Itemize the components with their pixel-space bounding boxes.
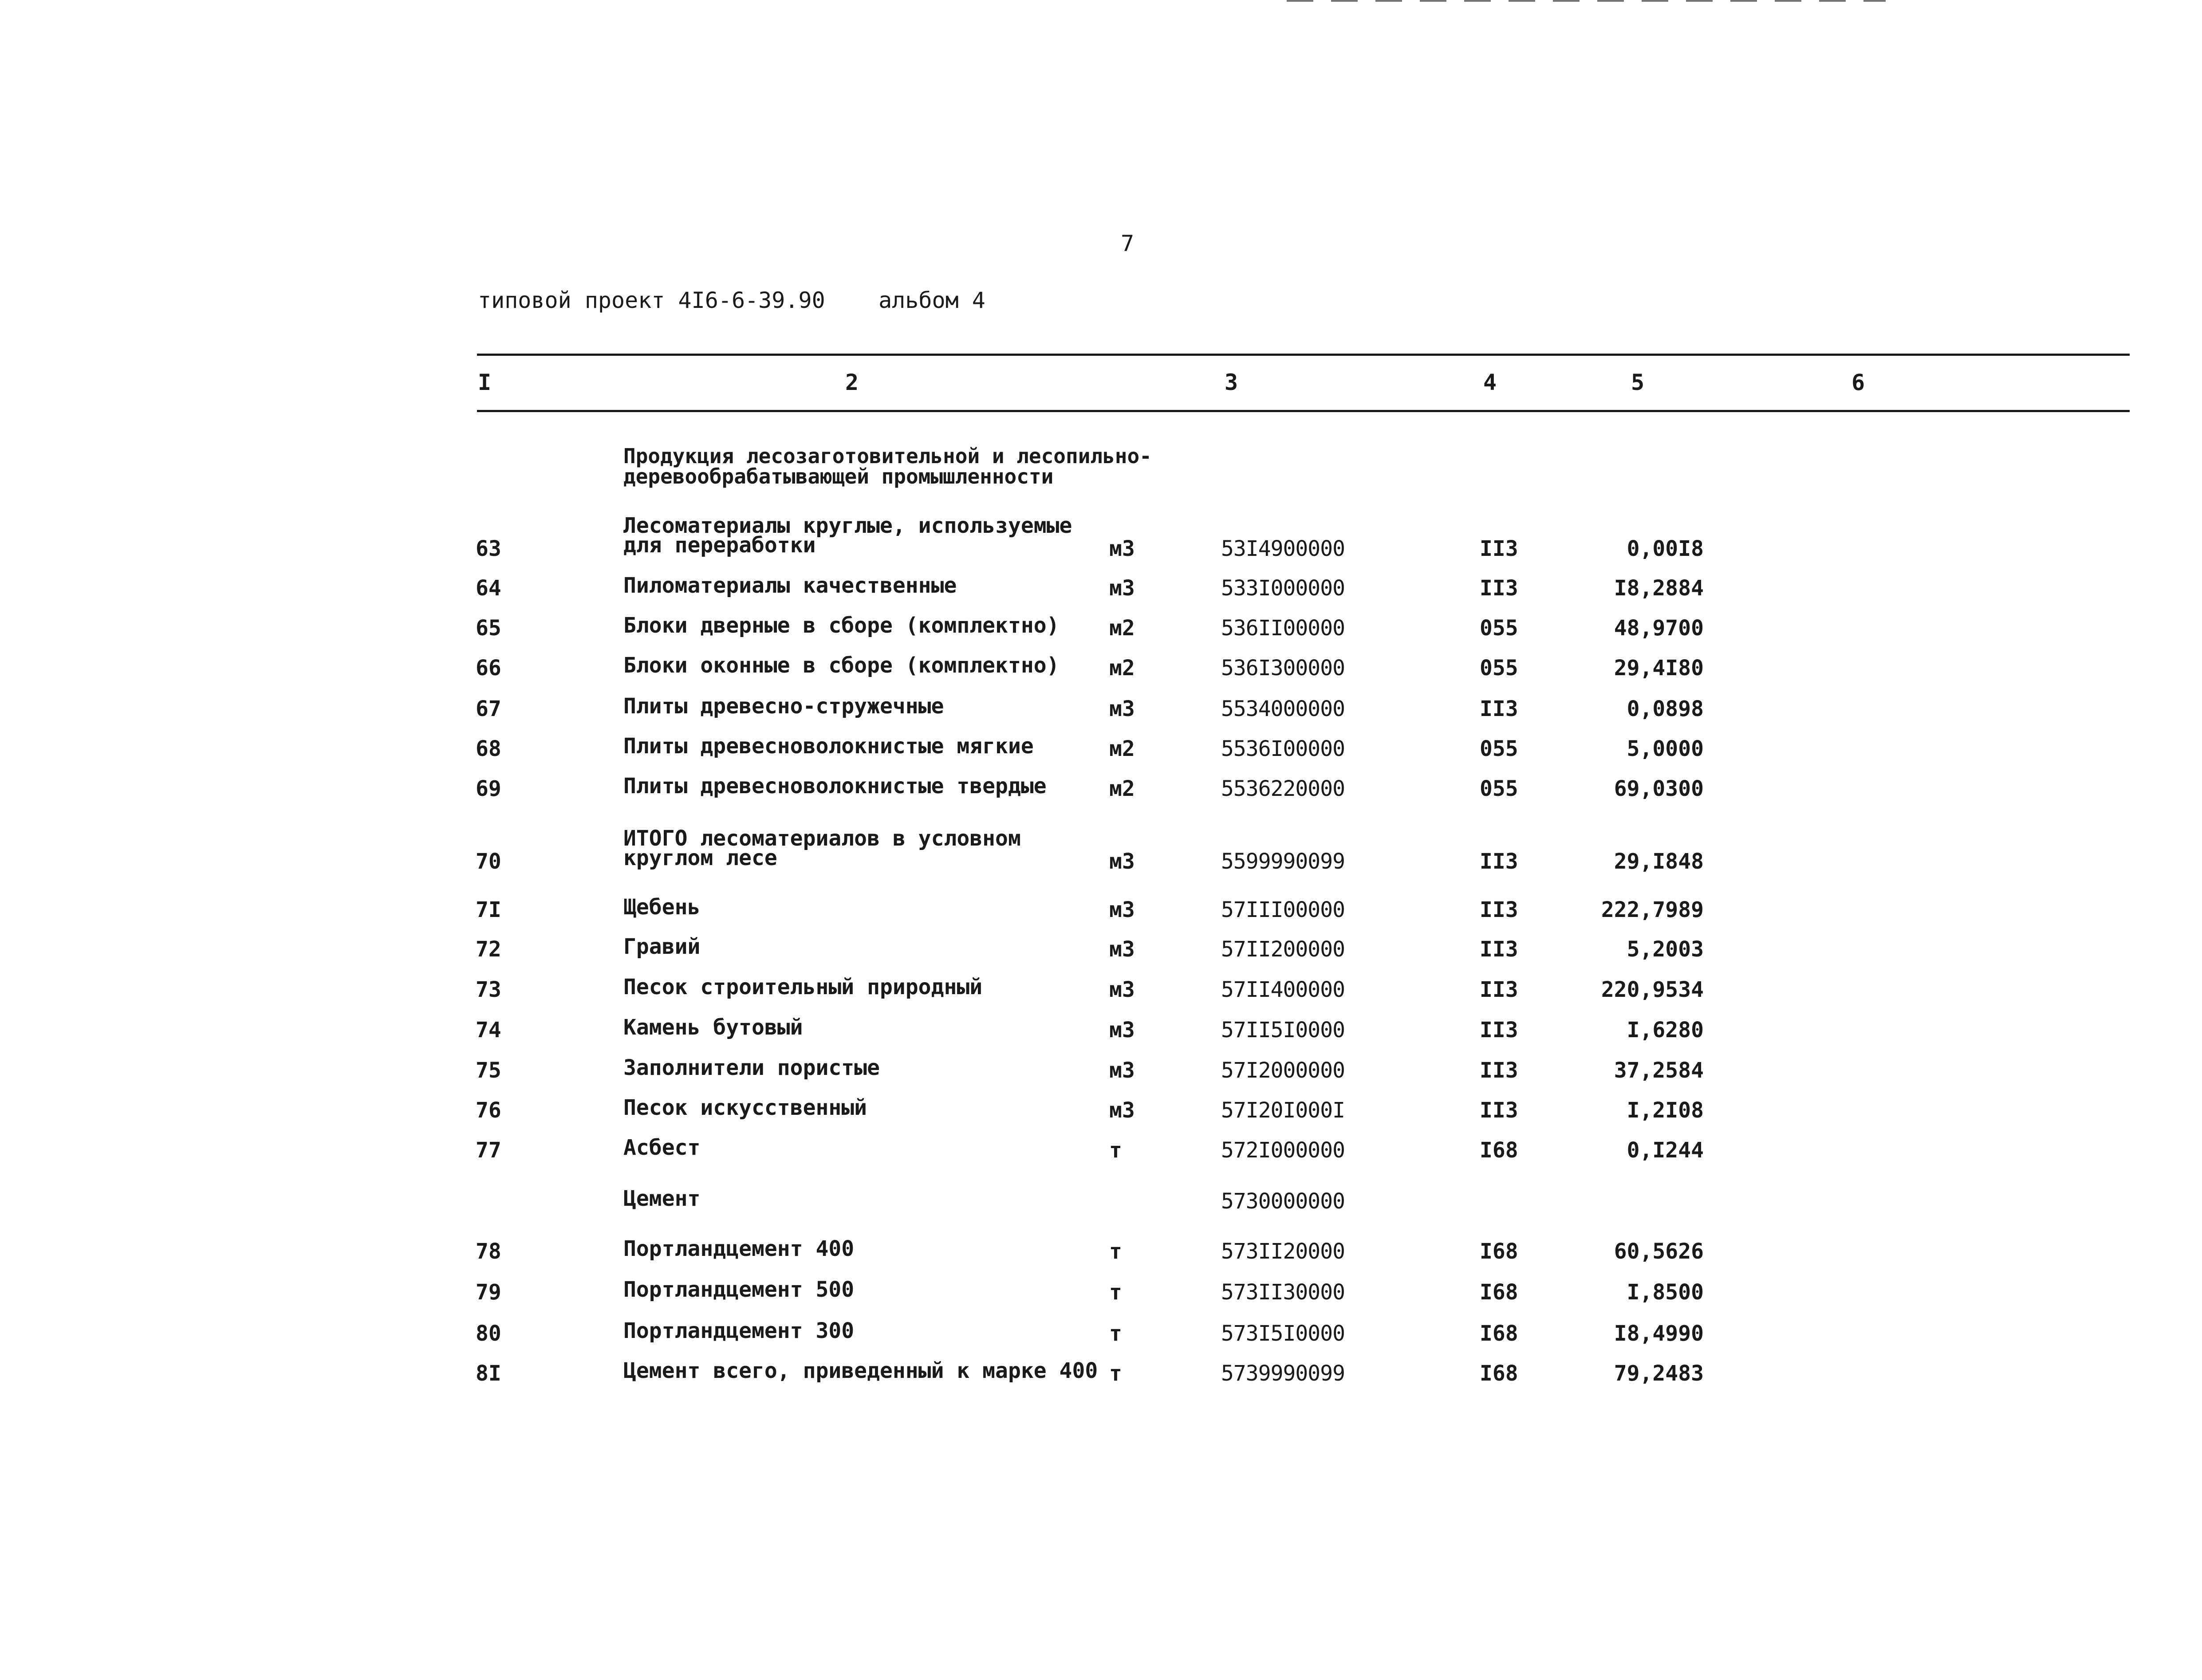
album-label: альбом 4 — [878, 287, 985, 313]
row-col5: 0,I244 — [1627, 1138, 1704, 1163]
table-row — [0, 513, 2202, 561]
row-col4: II3 — [1480, 849, 1518, 874]
table-row — [0, 826, 2202, 874]
row-number: 78 — [476, 1239, 501, 1264]
table-row — [0, 934, 2202, 981]
row-code: 533I000000 — [1221, 576, 1345, 601]
row-number: 73 — [476, 977, 501, 1002]
table-row — [0, 1358, 2202, 1405]
table-row — [0, 1318, 2202, 1365]
page-number: 7 — [1121, 231, 1134, 256]
row-unit: т — [1109, 1321, 1122, 1346]
row-name: Гравий — [623, 934, 701, 959]
row-number: 77 — [476, 1138, 501, 1163]
section-title-line1: Продукция лесозаготовительной и лесопильно- — [623, 444, 1152, 468]
row-col5: 79,2483 — [1614, 1361, 1704, 1386]
row-unit: м3 — [1109, 1058, 1135, 1083]
row-code: 5599990099 — [1221, 849, 1345, 874]
row-number: 79 — [476, 1280, 501, 1305]
row-col5: 5,2003 — [1627, 937, 1704, 962]
table-row — [0, 613, 2202, 660]
row-code: 5730000000 — [1221, 1189, 1345, 1214]
row-col4: II3 — [1480, 1098, 1518, 1123]
row-unit: м3 — [1109, 937, 1135, 962]
row-name: Плиты древесноволокнистые твердые — [623, 774, 1047, 799]
row-code: 53I4900000 — [1221, 536, 1345, 561]
row-number: 68 — [476, 736, 501, 761]
row-code: 57I20I000I — [1221, 1098, 1345, 1123]
row-unit: м3 — [1109, 696, 1135, 721]
table-row — [0, 736, 2202, 781]
row-number: 64 — [476, 576, 501, 601]
row-col5: 48,9700 — [1614, 616, 1704, 641]
row-name: Песок искусственный — [623, 1095, 867, 1120]
row-col4: II3 — [1480, 977, 1518, 1002]
row-number: 7I — [476, 897, 501, 922]
table-row — [0, 1055, 2202, 1102]
row-unit: м3 — [1109, 897, 1135, 922]
table-header-rule — [477, 410, 2130, 412]
row-unit: т — [1109, 1239, 1122, 1264]
row-col4: I68 — [1480, 1361, 1518, 1386]
row-unit: м3 — [1109, 849, 1135, 874]
column-header-4: 4 — [1483, 370, 1497, 395]
row-number: 69 — [476, 776, 501, 801]
table-row — [0, 897, 2202, 942]
row-col4: II3 — [1480, 897, 1518, 922]
row-col4: I68 — [1480, 1239, 1518, 1264]
table-row — [0, 1135, 2202, 1182]
row-col4: 055 — [1480, 616, 1518, 641]
row-number: 63 — [476, 536, 501, 561]
table-top-rule — [477, 354, 2130, 356]
table-row — [0, 1186, 2202, 1233]
row-name: Песок строительный природный — [623, 975, 983, 999]
row-code: 572I000000 — [1221, 1138, 1345, 1163]
table-row — [0, 1236, 2202, 1283]
row-name: Плиты древесноволокнистые мягкие — [623, 734, 1034, 759]
row-unit: м3 — [1109, 576, 1135, 601]
row-unit: т — [1109, 1280, 1122, 1305]
row-name: Блоки дверные в сборе (комплектно) — [623, 613, 1060, 638]
row-code: 573II20000 — [1221, 1239, 1345, 1264]
row-col4: II3 — [1480, 1018, 1518, 1043]
row-unit: м3 — [1109, 977, 1135, 1002]
row-name: Камень бутовый — [623, 1015, 803, 1040]
row-number: 74 — [476, 1018, 501, 1043]
row-col4: I68 — [1480, 1321, 1518, 1346]
row-col5: I,6280 — [1627, 1018, 1704, 1043]
row-number: 70 — [476, 849, 501, 874]
row-col5: I8,2884 — [1614, 576, 1704, 601]
row-code: 573II30000 — [1221, 1280, 1345, 1305]
column-header-6: 6 — [1851, 370, 1865, 395]
row-col5: 0,00I8 — [1627, 536, 1704, 561]
row-code: 5534000000 — [1221, 696, 1345, 721]
section-title — [623, 446, 1152, 487]
row-code: 5536220000 — [1221, 776, 1345, 801]
row-col5: 37,2584 — [1614, 1058, 1704, 1083]
row-col5: 29,4I80 — [1614, 656, 1704, 681]
row-col5: 5,0000 — [1627, 736, 1704, 761]
row-code: 536II00000 — [1221, 616, 1345, 641]
table-row — [0, 977, 2202, 1022]
row-col5: 220,9534 — [1601, 977, 1704, 1002]
section-title-line2: деревообрабатывающей промышленности — [623, 464, 1054, 488]
table-row — [0, 1015, 2202, 1062]
project-label: типовой проект 4I6-6-39.90 — [478, 287, 825, 313]
row-code: 5536I00000 — [1221, 736, 1345, 761]
table-row — [0, 1095, 2202, 1142]
row-name: Плиты древесно-стружечные — [623, 694, 944, 719]
row-number: 75 — [476, 1058, 501, 1083]
row-col4: II3 — [1480, 1058, 1518, 1083]
table-row — [0, 776, 2202, 821]
row-name: Цемент — [623, 1186, 701, 1211]
row-unit: м2 — [1109, 736, 1135, 761]
row-name: Асбест — [623, 1135, 701, 1160]
row-number: 72 — [476, 937, 501, 962]
row-code: 5739990099 — [1221, 1361, 1345, 1386]
scan-artifact-dashes — [1287, 0, 1886, 2]
row-name: Портландцемент 500 — [623, 1277, 855, 1302]
row-col5: 60,5626 — [1614, 1239, 1704, 1264]
row-unit: м2 — [1109, 616, 1135, 641]
row-unit: т — [1109, 1361, 1122, 1386]
row-name: Лесоматериалы круглые, используемые для переработки — [623, 513, 1072, 558]
table-row — [0, 696, 2202, 741]
row-code: 573I5I0000 — [1221, 1321, 1345, 1346]
row-col4: 055 — [1480, 776, 1518, 801]
row-name: Портландцемент 300 — [623, 1318, 855, 1343]
row-unit: м2 — [1109, 776, 1135, 801]
row-code: 536I300000 — [1221, 656, 1345, 681]
row-col4: II3 — [1480, 937, 1518, 962]
row-code: 57I2000000 — [1221, 1058, 1345, 1083]
row-col5: I8,4990 — [1614, 1321, 1704, 1346]
row-col5: I,8500 — [1627, 1280, 1704, 1305]
table-row — [0, 1277, 2202, 1324]
row-col5: I,2I08 — [1627, 1098, 1704, 1123]
row-code: 57II400000 — [1221, 977, 1345, 1002]
row-col4: 055 — [1480, 656, 1518, 681]
row-name: Цемент всего, приведенный к марке 400 — [623, 1358, 1098, 1383]
row-col4: II3 — [1480, 696, 1518, 721]
row-unit: т — [1109, 1138, 1122, 1163]
row-number: 76 — [476, 1098, 501, 1123]
column-header-5: 5 — [1631, 370, 1645, 395]
row-unit: м3 — [1109, 1018, 1135, 1043]
row-name: ИТОГО лесоматериалов в условном круглом лесе — [623, 826, 1021, 870]
row-col4: II3 — [1480, 576, 1518, 601]
row-col4: I68 — [1480, 1280, 1518, 1305]
row-col5: 29,I848 — [1614, 849, 1704, 874]
row-col5: 222,7989 — [1601, 897, 1704, 922]
column-header-3: 3 — [1225, 370, 1238, 395]
row-name: Заполнители пористые — [623, 1055, 880, 1080]
row-number: 67 — [476, 696, 501, 721]
row-code: 57II200000 — [1221, 937, 1345, 962]
row-col4: 055 — [1480, 736, 1518, 761]
row-number: 80 — [476, 1321, 501, 1346]
row-unit: м3 — [1109, 536, 1135, 561]
row-name: Пиломатериалы качественные — [623, 573, 957, 598]
row-col5: 69,0300 — [1614, 776, 1704, 801]
document-header — [478, 287, 985, 313]
table-row — [0, 653, 2202, 700]
row-number: 65 — [476, 616, 501, 641]
row-code: 57III00000 — [1221, 897, 1345, 922]
row-name: Щебень — [623, 895, 701, 920]
row-col5: 0,0898 — [1627, 696, 1704, 721]
row-code: 57II5I0000 — [1221, 1018, 1345, 1043]
row-name: Блоки оконные в сборе (комплектно) — [623, 653, 1060, 678]
row-unit: м2 — [1109, 656, 1135, 681]
row-number: 8I — [476, 1361, 501, 1386]
row-name: Портландцемент 400 — [623, 1236, 855, 1261]
column-header-1: I — [478, 370, 492, 395]
column-header-2: 2 — [845, 370, 859, 395]
row-unit: м3 — [1109, 1098, 1135, 1123]
table-row — [0, 573, 2202, 620]
row-number: 66 — [476, 656, 501, 681]
row-col4: I68 — [1480, 1138, 1518, 1163]
row-col4: II3 — [1480, 536, 1518, 561]
